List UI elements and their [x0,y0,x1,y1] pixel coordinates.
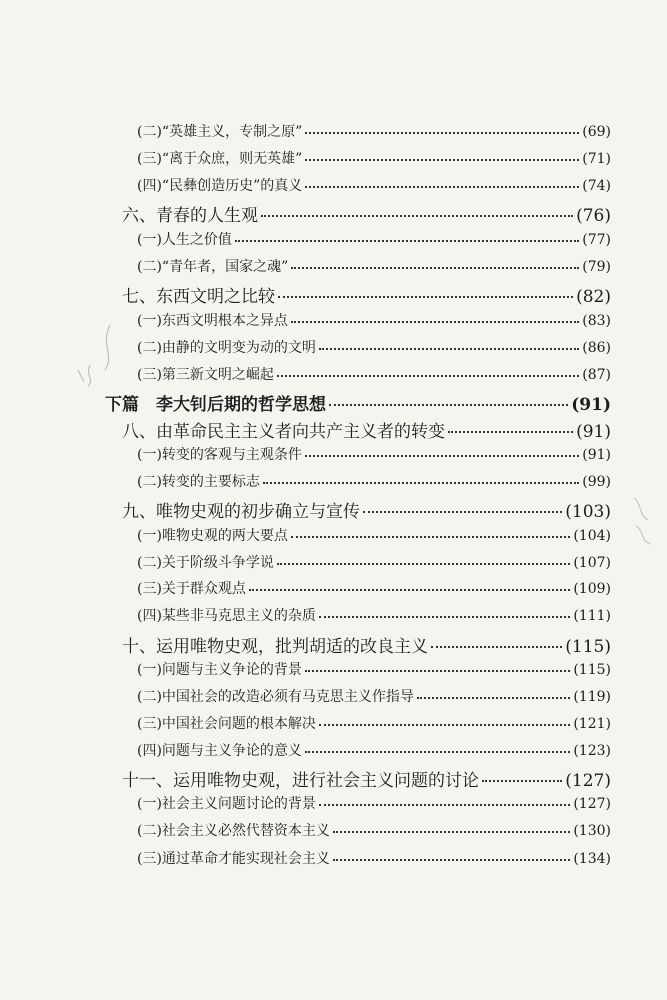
toc-entry-page: (104) [573,528,611,544]
toc-section [122,766,611,791]
leader-dots [291,536,570,538]
leader-dots [278,296,573,298]
leader-dots [305,159,579,161]
toc-entry-page: (86) [582,340,611,356]
toc-entry-page: (109) [573,581,611,597]
toc-entry [137,740,611,760]
leader-dots [305,751,570,753]
toc-entry-label: (四)“民彝创造历史”的真义 [137,178,303,194]
toc-entry-page: (91) [582,447,611,463]
toc-entry-page: (123) [573,743,611,759]
toc-entry [137,229,611,249]
toc-entry-label: (一)社会主义问题讨论的背景 [137,796,316,812]
toc-entry-label: (二)“英雄主义，专制之原” [137,124,303,140]
toc-entry [137,578,611,598]
toc-part-label: 下篇 李大钊后期的哲学思想 [105,395,326,415]
leader-dots [277,375,579,377]
pencil-mark-scribble [70,320,130,390]
leader-dots [277,563,570,565]
leader-dots [291,267,579,269]
toc-entry-label: (三)第三新文明之崛起 [137,367,274,383]
toc-entry-label: (二)“青年者，国家之魂” [137,259,289,275]
leader-dots [261,215,573,217]
toc-section [122,497,611,522]
toc-entry [137,659,611,679]
toc-section-page: (82) [576,287,611,307]
toc-section [122,201,611,226]
pencil-mark-margin [628,490,664,550]
leader-dots [305,455,579,457]
toc-section-label: 八、由革命民主主义者向共产主义者的转变 [122,422,445,442]
toc-section-page: (91) [576,422,611,442]
toc-section-page: (103) [565,502,611,522]
toc-section-page: (127) [565,771,611,791]
toc-entry [137,848,611,868]
toc-entry-label: (四)问题与主义争论的意义 [137,743,302,759]
leader-dots [305,132,579,134]
leader-dots [305,186,579,188]
leader-dots [319,804,570,806]
leader-dots [363,511,562,513]
toc-entry [137,121,611,141]
toc-section [122,282,611,307]
toc-entry-label: (三)通过革命才能实现社会主义 [137,851,330,867]
toc-entry-page: (99) [582,474,611,490]
toc-entry-label: (二)关于阶级斗争学说 [137,555,274,571]
toc-section-page: (76) [576,206,611,226]
leader-dots [305,670,570,672]
toc-section [122,632,611,657]
leader-dots [431,646,562,648]
toc-section-label: 九、唯物史观的初步确立与宣传 [122,502,360,522]
toc-entry [137,525,611,545]
toc-entry [137,552,611,572]
toc-entry [137,444,611,464]
leader-dots [291,321,579,323]
toc-entry [137,256,611,276]
leader-dots [417,697,570,699]
toc-entry [137,793,611,813]
toc-entry-label: (三)“离于众庶，则无英雄” [137,151,303,167]
toc-section-label: 七、东西文明之比较 [122,287,275,307]
toc-entry-label: (二)转变的主要标志 [137,474,260,490]
toc-part-heading [105,390,611,415]
toc-entry-page: (130) [573,823,611,839]
toc-entry-page: (77) [582,232,611,248]
toc-entry-page: (127) [573,796,611,812]
toc-entry-label: (四)某些非马克思主义的杂质 [137,608,316,624]
toc-entry-page: (121) [573,716,611,732]
leader-dots [319,724,570,726]
leader-dots [333,859,570,861]
leader-dots [448,431,573,433]
toc-entry [137,175,611,195]
toc-section-label: 十、运用唯物史观，批判胡适的改良主义 [122,637,428,657]
toc-entry [137,686,611,706]
toc-entry [137,364,611,384]
toc-entry [137,471,611,491]
leader-dots [249,589,570,591]
toc-entry-page: (134) [573,851,611,867]
leader-dots [482,780,562,782]
toc-entry-label: (二)社会主义必然代替资本主义 [137,823,330,839]
toc-entry-page: (111) [573,608,611,624]
toc-part-page: (91) [571,395,611,415]
toc-entry-label: (三)关于群众观点 [137,581,246,597]
leader-dots [329,404,568,406]
toc-entry-label: (一)问题与主义争论的背景 [137,662,302,678]
leader-dots [333,831,570,833]
toc-entry-page: (87) [582,367,611,383]
toc-entry [137,337,611,357]
leader-dots [263,482,579,484]
toc-entry-page: (71) [582,151,611,167]
toc-section-label: 六、青春的人生观 [122,206,258,226]
toc-entry [137,605,611,625]
leader-dots [319,616,570,618]
leader-dots [319,348,579,350]
toc-entry-label: (二)中国社会的改造必须有马克思主义作指导 [137,689,414,705]
toc-entry-label: (三)中国社会问题的根本解决 [137,716,316,732]
toc-section [122,417,611,442]
toc-entry [137,148,611,168]
toc-entry-label: (二)由静的文明变为动的文明 [137,340,316,356]
toc-entry-label: (一)人生之价值 [137,232,232,248]
toc-entry-label: (一)转变的客观与主观条件 [137,447,302,463]
leader-dots [235,240,579,242]
toc-entry-page: (107) [573,555,611,571]
toc-entry [137,820,611,840]
toc-entry [137,713,611,733]
toc-entry-label: (一)唯物史观的两大要点 [137,528,288,544]
toc-entry-page: (83) [582,313,611,329]
toc-entry [137,310,611,330]
toc-entry-page: (79) [582,259,611,275]
toc-entry-page: (119) [573,689,611,705]
toc-section-label: 十一、运用唯物史观，进行社会主义问题的讨论 [122,771,479,791]
toc-section-page: (115) [565,637,611,657]
toc-entry-page: (115) [573,662,611,678]
toc-entry-label: (一)东西文明根本之异点 [137,313,288,329]
toc-entry-page: (74) [582,178,611,194]
toc-entry-page: (69) [582,124,611,140]
